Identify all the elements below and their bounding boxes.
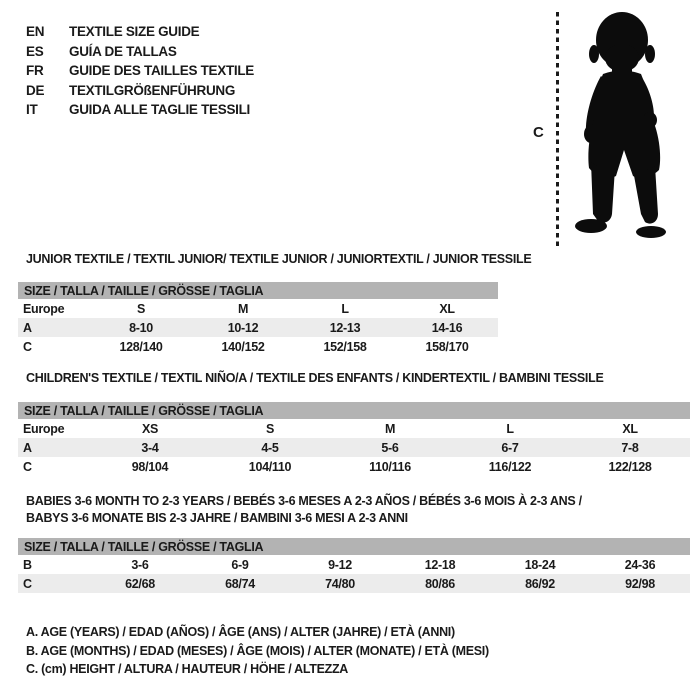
size-cell: 6-7 bbox=[450, 438, 570, 457]
row-label: C bbox=[23, 459, 32, 474]
language-row bbox=[26, 81, 254, 101]
legend-line: B. AGE (MONTHS) / EDAD (MESES) / ÂGE (MOIS) / ALTER (MONATE) / ETÀ (MESI) bbox=[26, 643, 489, 658]
size-cell: L bbox=[506, 421, 514, 436]
size-table bbox=[18, 538, 690, 593]
size-cell: 9-12 bbox=[328, 557, 352, 572]
size-table-section bbox=[18, 251, 531, 356]
size-table bbox=[18, 402, 690, 476]
table-row bbox=[18, 318, 498, 337]
size-cell: 4-5 bbox=[210, 438, 330, 457]
table-header-row bbox=[18, 402, 690, 419]
table-title-line: BABYS 3-6 MONATE BIS 2-3 JAHRE / BAMBINI 3-6 MESI A 2-3 ANNI bbox=[26, 511, 408, 525]
table-header-row bbox=[18, 282, 498, 299]
table-title-line: JUNIOR TEXTILE / TEXTIL JUNIOR/ TEXTILE JUNIOR / JUNIORTEXTIL / JUNIOR TESSILE bbox=[26, 252, 532, 266]
language-row bbox=[26, 22, 254, 42]
size-cell: 98/104 bbox=[131, 459, 169, 474]
size-cell: 24-36 bbox=[624, 557, 656, 572]
size-cell: 80/86 bbox=[390, 574, 490, 593]
size-cell: 12-18 bbox=[424, 557, 456, 572]
size-cell: XS bbox=[141, 421, 159, 436]
language-code: FR bbox=[26, 63, 44, 79]
row-label: Europe bbox=[23, 301, 65, 316]
table-title bbox=[26, 493, 690, 527]
size-cell: 74/80 bbox=[290, 574, 390, 593]
size-cell: 86/92 bbox=[490, 574, 590, 593]
table-row bbox=[18, 555, 690, 574]
size-cell: XL bbox=[439, 301, 455, 316]
size-cell: 116/122 bbox=[488, 459, 532, 474]
table-row bbox=[18, 419, 690, 438]
size-cell: M bbox=[237, 301, 249, 316]
table-header-bar: SIZE / TALLA / TAILLE / GRÖSSE / TAGLIA bbox=[18, 282, 498, 299]
size-cell: XL bbox=[622, 421, 638, 436]
size-cell: L bbox=[341, 301, 349, 316]
figure-area bbox=[520, 6, 700, 248]
size-cell: M bbox=[384, 421, 396, 436]
language-code: ES bbox=[26, 43, 44, 59]
legend bbox=[26, 623, 489, 679]
size-cell: 3-6 bbox=[131, 557, 149, 572]
size-cell: 62/68 bbox=[90, 574, 190, 593]
row-label: A bbox=[18, 318, 90, 337]
height-measure-line bbox=[556, 12, 559, 246]
size-cell: 10-12 bbox=[192, 318, 294, 337]
language-code: DE bbox=[26, 82, 45, 98]
size-cell: 7-8 bbox=[570, 438, 690, 457]
size-cell: S bbox=[265, 421, 275, 436]
size-cell: 128/140 bbox=[119, 339, 163, 354]
table-title-line: CHILDREN'S TEXTILE / TEXTIL NIÑO/A / TEXTILE DES ENFANTS / KINDERTEXTIL / BAMBINI TESSILE bbox=[26, 371, 604, 385]
size-cell: 12-13 bbox=[294, 318, 396, 337]
size-table-section bbox=[18, 493, 690, 593]
language-row bbox=[26, 61, 254, 81]
size-cell: 3-4 bbox=[90, 438, 210, 457]
legend-line: A. AGE (YEARS) / EDAD (AÑOS) / ÂGE (ANS) / ALTER (JAHRE) / ETÀ (ANNI) bbox=[26, 625, 455, 639]
size-cell: 6-9 bbox=[231, 557, 249, 572]
toddler-silhouette-icon bbox=[567, 10, 695, 243]
language-title: GUÍA DE TALLAS bbox=[69, 43, 177, 59]
language-title: TEXTILGRÖßENFÜHRUNG bbox=[69, 82, 236, 98]
table-header-bar: SIZE / TALLA / TAILLE / GRÖSSE / TAGLIA bbox=[18, 538, 690, 555]
table-row bbox=[18, 574, 690, 593]
language-title: TEXTILE SIZE GUIDE bbox=[69, 24, 200, 39]
size-cell: 18-24 bbox=[524, 557, 556, 572]
language-title: GUIDE DES TAILLES TEXTILE bbox=[69, 63, 255, 79]
size-cell: 68/74 bbox=[190, 574, 290, 593]
row-label: A bbox=[18, 438, 90, 457]
row-label: Europe bbox=[23, 421, 65, 436]
size-cell: 8-10 bbox=[90, 318, 192, 337]
language-code: EN bbox=[26, 24, 45, 39]
size-cell: S bbox=[136, 301, 146, 316]
table-row bbox=[18, 438, 690, 457]
size-cell: 110/116 bbox=[369, 459, 411, 474]
size-cell: 158/170 bbox=[425, 339, 469, 354]
language-code: IT bbox=[26, 102, 38, 118]
size-cell: 140/152 bbox=[221, 339, 265, 354]
size-cell: 152/158 bbox=[323, 339, 367, 354]
row-label: C bbox=[18, 574, 90, 593]
size-cell: 122/128 bbox=[608, 459, 652, 474]
legend-line: C. (cm) HEIGHT / ALTURA / HAUTEUR / HÖHE / ALTEZZA bbox=[26, 662, 349, 677]
size-cell: 14-16 bbox=[396, 318, 498, 337]
table-row bbox=[18, 457, 690, 476]
table-title bbox=[26, 251, 531, 268]
language-row bbox=[26, 42, 254, 62]
size-table-section bbox=[18, 370, 690, 476]
language-title: GUIDA ALLE TAGLIE TESSILI bbox=[69, 102, 250, 118]
row-label: C bbox=[23, 339, 32, 354]
row-label: B bbox=[23, 557, 32, 572]
size-cell: 104/110 bbox=[248, 459, 292, 474]
table-title-line: BABIES 3-6 MONTH TO 2-3 YEARS / BEBÉS 3-6 MESES A 2-3 AÑOS / BÉBÉS 3-6 MOIS À 2-3 ANS / bbox=[26, 494, 582, 508]
height-measure-label: C bbox=[533, 124, 544, 141]
table-header-row bbox=[18, 538, 690, 555]
size-cell: 5-6 bbox=[330, 438, 450, 457]
size-cell: 92/98 bbox=[590, 574, 690, 593]
language-row bbox=[26, 100, 254, 120]
size-table bbox=[18, 282, 498, 356]
table-row bbox=[18, 337, 498, 356]
table-title bbox=[26, 370, 690, 387]
language-title-list bbox=[26, 22, 254, 120]
table-row bbox=[18, 299, 498, 318]
table-header-bar: SIZE / TALLA / TAILLE / GRÖSSE / TAGLIA bbox=[18, 402, 690, 419]
